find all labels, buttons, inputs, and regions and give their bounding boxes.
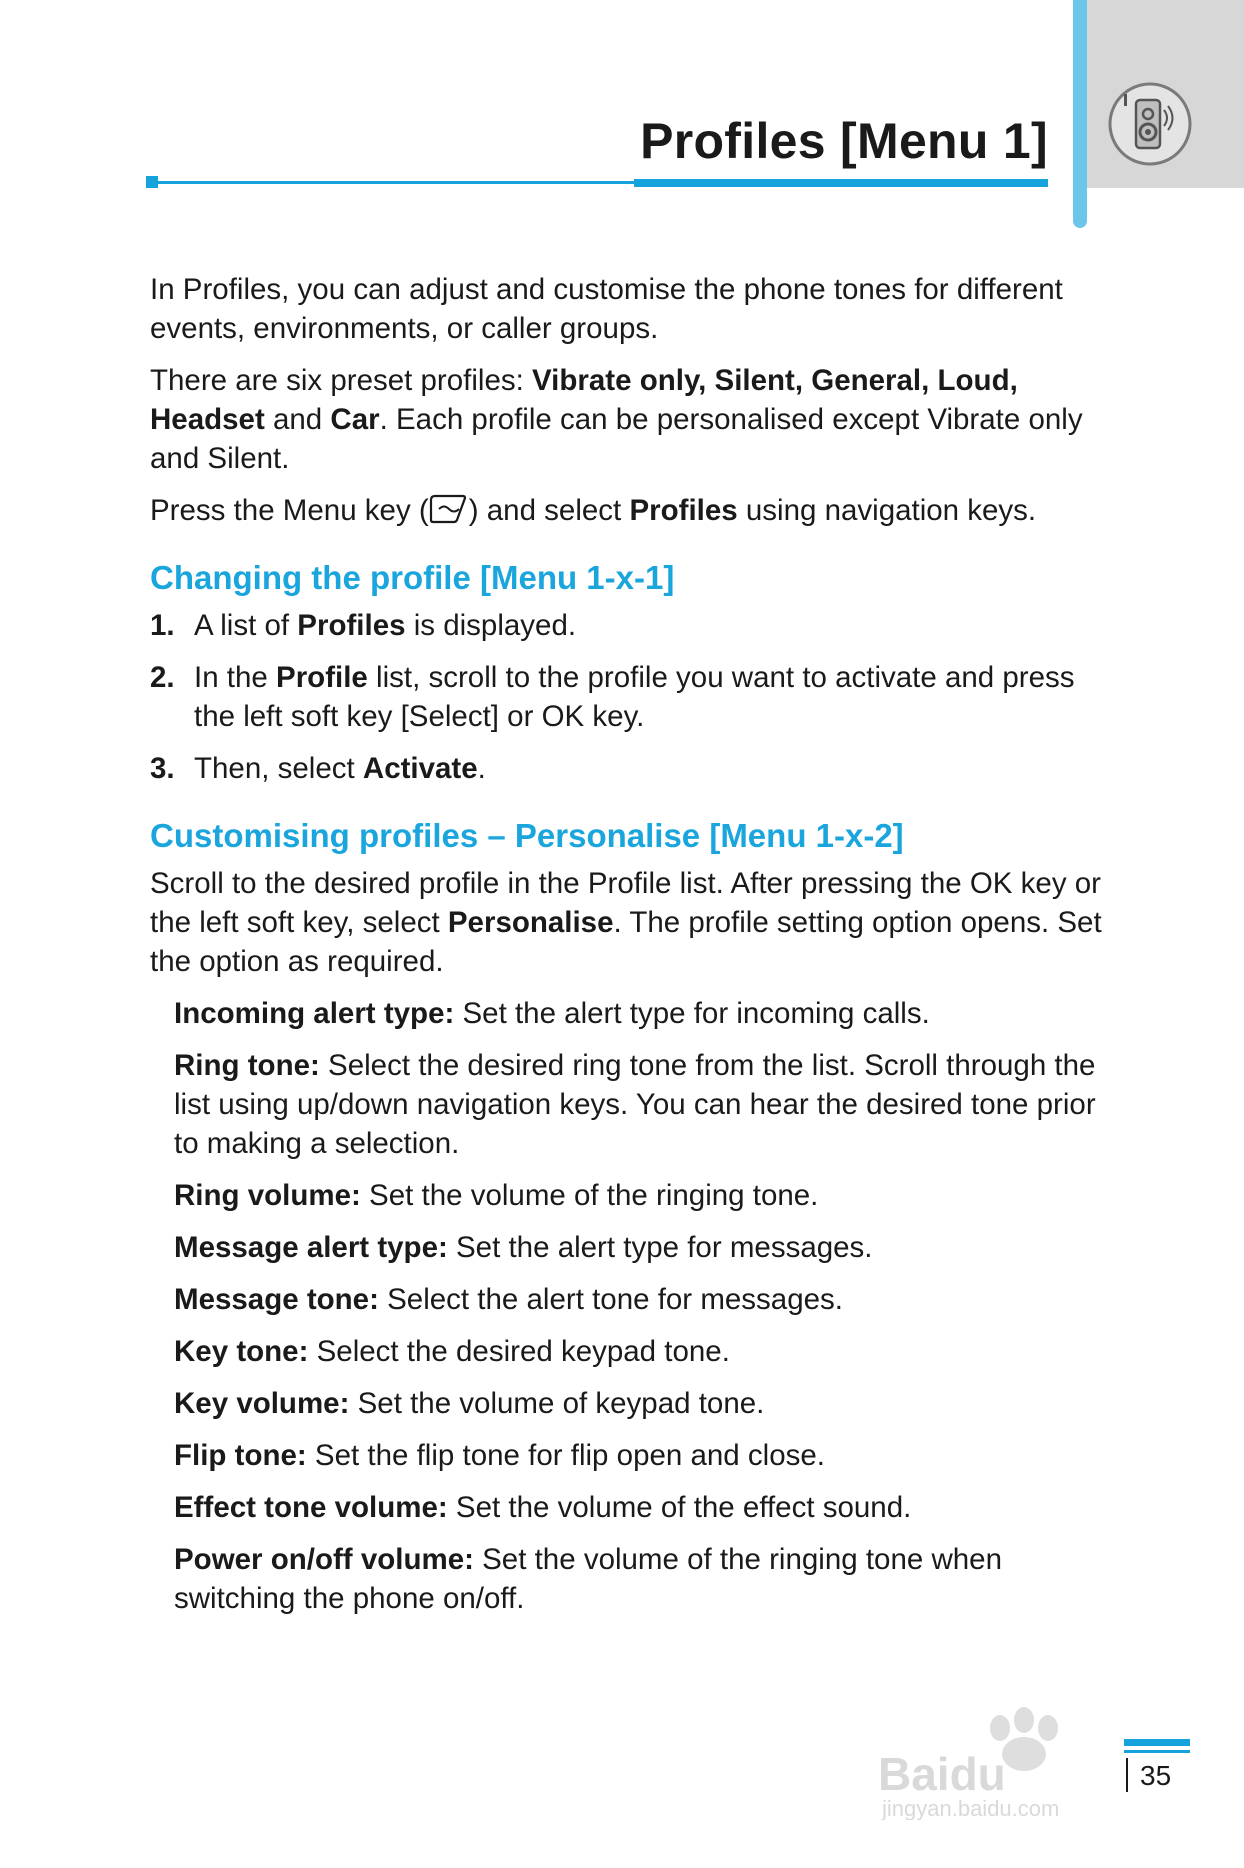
option-item xyxy=(174,1540,1110,1618)
watermark-text: Baidu xyxy=(878,1748,1006,1800)
watermark-url: jingyan.baidu.com xyxy=(882,1796,1060,1820)
page-number-accent-thin xyxy=(1124,1750,1190,1753)
page-content xyxy=(150,270,1110,1631)
page-number-accent xyxy=(1124,1739,1190,1746)
options-list xyxy=(150,994,1110,1618)
option-item xyxy=(174,1488,1110,1527)
page-title: Profiles [Menu 1] xyxy=(640,113,1048,169)
text-span: Then, select xyxy=(194,752,363,785)
text-span: is displayed. xyxy=(405,609,577,642)
bold-span: Car xyxy=(330,403,380,436)
text-span: A list of xyxy=(194,609,298,642)
text-span: Press the Menu key ( xyxy=(150,494,429,527)
steps-list xyxy=(150,606,1110,788)
option-text: Set the flip tone for flip open and close. xyxy=(306,1439,825,1472)
option-item xyxy=(174,994,1110,1033)
option-text: Set the alert type for messages. xyxy=(447,1231,873,1264)
text-span: There are six preset profiles: xyxy=(150,364,533,397)
intro-paragraph-3 xyxy=(150,491,1110,530)
option-label: Effect tone volume: xyxy=(174,1491,448,1524)
text-span: . Each profile can be personalised except Vibrate only and Silent. xyxy=(150,403,1083,475)
title-rule-thick xyxy=(634,179,1048,187)
option-label: Ring volume: xyxy=(174,1179,361,1212)
list-item xyxy=(150,658,1110,736)
step-number: 3. xyxy=(150,752,175,785)
list-item xyxy=(150,606,1110,645)
option-item xyxy=(174,1228,1110,1267)
text-span: using navigation keys. xyxy=(737,494,1037,527)
text-span: list, scroll to the profile you want to activate and press the left soft key [Select] or OK key. xyxy=(194,661,1075,733)
chapter-tab-accent-bar xyxy=(1073,0,1087,228)
page-number-divider xyxy=(1126,1758,1128,1792)
bold-span: Vibrate only, Silent, General, Loud, Headset xyxy=(150,364,1018,436)
bold-span: Personalise xyxy=(447,906,614,939)
section-heading-customising-profiles: Customising profiles – Personalise [Menu 1-x-2] xyxy=(150,817,904,854)
option-text: Set the volume of keypad tone. xyxy=(349,1387,765,1420)
step-number: 1. xyxy=(150,609,175,642)
text-span: and xyxy=(264,403,331,436)
text-span: . xyxy=(477,752,486,785)
menu-key-icon xyxy=(429,492,469,526)
step-number: 2. xyxy=(150,661,175,694)
option-text: Set the volume of the ringing tone when switching the phone on/off. xyxy=(174,1543,1002,1615)
option-text: Select the alert tone for messages. xyxy=(378,1283,843,1316)
option-text: Set the volume of the effect sound. xyxy=(447,1491,912,1524)
section-heading-changing-profile: Changing the profile [Menu 1-x-1] xyxy=(150,559,675,596)
option-label: Key tone: xyxy=(174,1335,309,1368)
text-span: In the xyxy=(194,661,277,694)
bold-span: Activate xyxy=(362,752,478,785)
option-text: Set the volume of the ringing tone. xyxy=(360,1179,819,1212)
intro-paragraph-1: In Profiles, you can adjust and customise the phone tones for different events, environments, or caller groups. xyxy=(150,273,1063,345)
option-label: Message tone: xyxy=(174,1283,379,1316)
option-label: Message alert type: xyxy=(174,1231,448,1264)
option-label: Flip tone: xyxy=(174,1439,307,1472)
option-label: Key volume: xyxy=(174,1387,350,1420)
bold-span: Profiles xyxy=(629,494,738,527)
option-text: Set the alert type for incoming calls. xyxy=(454,997,930,1030)
baidu-watermark xyxy=(878,1700,1158,1820)
option-item xyxy=(174,1176,1110,1215)
option-item xyxy=(174,1384,1110,1423)
option-item xyxy=(174,1332,1110,1371)
text-span: Scroll to the desired profile in the Profile list. After pressing the OK key or the left soft key, select xyxy=(150,867,1102,939)
profiles-icon xyxy=(1106,80,1194,168)
option-item xyxy=(174,1046,1110,1163)
text-span: . The profile setting option opens. Set the option as required. xyxy=(150,906,1102,978)
option-label: Incoming alert type: xyxy=(174,997,455,1030)
option-item xyxy=(174,1280,1110,1319)
option-label: Power on/off volume: xyxy=(174,1543,474,1576)
page-number: 35 xyxy=(1140,1760,1172,1791)
bold-span: Profiles xyxy=(297,609,406,642)
title-rule xyxy=(148,181,638,184)
text-span: ) and select xyxy=(468,494,630,527)
section2-paragraph xyxy=(150,864,1110,981)
option-text: Select the desired keypad tone. xyxy=(308,1335,730,1368)
list-item xyxy=(150,749,1110,788)
option-item xyxy=(174,1436,1110,1475)
intro-paragraph-2 xyxy=(150,361,1110,478)
option-label: Ring tone: xyxy=(174,1049,320,1082)
option-text: Select the desired ring tone from the list. Scroll through the list using up/down navigation keys. You can hear the desired tone prior to making a selection. xyxy=(174,1049,1096,1160)
bold-span: Profile xyxy=(276,661,368,694)
